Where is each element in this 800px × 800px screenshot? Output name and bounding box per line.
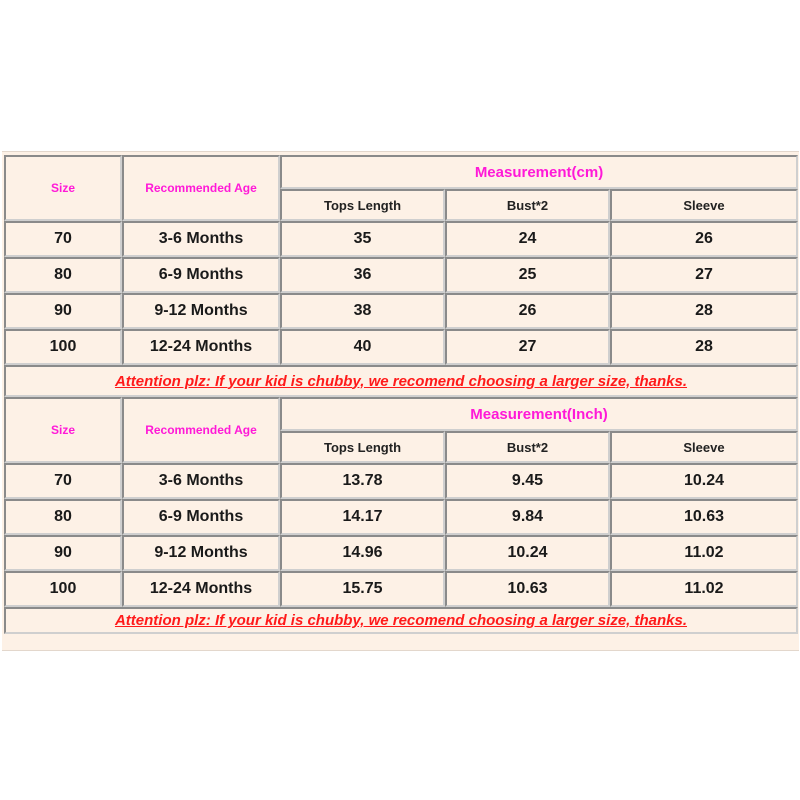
bust-cell: 9.84 bbox=[445, 499, 610, 535]
tops-length-cell: 40 bbox=[280, 329, 445, 365]
table-row bbox=[4, 257, 798, 293]
size-cell: 100 bbox=[4, 571, 122, 607]
cm-header-row bbox=[4, 155, 798, 189]
tops-length-cell: 13.78 bbox=[280, 463, 445, 499]
size-cell: 80 bbox=[4, 257, 122, 293]
size-cell: 90 bbox=[4, 535, 122, 571]
table-row bbox=[4, 463, 798, 499]
age-cell: 3-6 Months bbox=[122, 221, 280, 257]
tops-length-cell: 35 bbox=[280, 221, 445, 257]
recommended-age-header: Recommended Age bbox=[122, 155, 280, 221]
sleeve-cell: 28 bbox=[610, 293, 798, 329]
size-chart bbox=[2, 151, 799, 651]
size-header: Size bbox=[4, 155, 122, 221]
tops-length-cell: 14.17 bbox=[280, 499, 445, 535]
sleeve-header: Sleeve bbox=[610, 431, 798, 463]
age-cell: 6-9 Months bbox=[122, 499, 280, 535]
table-row bbox=[4, 535, 798, 571]
size-table bbox=[4, 155, 798, 634]
measurement-cm-header: Measurement(cm) bbox=[280, 155, 798, 189]
table-row bbox=[4, 499, 798, 535]
size-header: Size bbox=[4, 397, 122, 463]
size-cell: 70 bbox=[4, 221, 122, 257]
sleeve-cell: 26 bbox=[610, 221, 798, 257]
bust-header: Bust*2 bbox=[445, 189, 610, 221]
age-cell: 12-24 Months bbox=[122, 329, 280, 365]
bust-cell: 25 bbox=[445, 257, 610, 293]
tops-length-header: Tops Length bbox=[280, 189, 445, 221]
tops-length-cell: 14.96 bbox=[280, 535, 445, 571]
tops-length-cell: 36 bbox=[280, 257, 445, 293]
recommended-age-header: Recommended Age bbox=[122, 397, 280, 463]
sleeve-cell: 10.24 bbox=[610, 463, 798, 499]
table-row bbox=[4, 293, 798, 329]
note-row bbox=[4, 607, 798, 634]
attention-note: Attention plz: If your kid is chubby, we recomend choosing a larger size, thanks. bbox=[4, 607, 798, 634]
age-cell: 9-12 Months bbox=[122, 293, 280, 329]
size-cell: 100 bbox=[4, 329, 122, 365]
age-cell: 9-12 Months bbox=[122, 535, 280, 571]
bust-cell: 10.24 bbox=[445, 535, 610, 571]
tops-length-cell: 38 bbox=[280, 293, 445, 329]
attention-note: Attention plz: If your kid is chubby, we recomend choosing a larger size, thanks. bbox=[4, 365, 798, 397]
table-row bbox=[4, 221, 798, 257]
bust-cell: 27 bbox=[445, 329, 610, 365]
bust-cell: 9.45 bbox=[445, 463, 610, 499]
note-row bbox=[4, 365, 798, 397]
bust-cell: 26 bbox=[445, 293, 610, 329]
table-row bbox=[4, 329, 798, 365]
sleeve-header: Sleeve bbox=[610, 189, 798, 221]
tops-length-header: Tops Length bbox=[280, 431, 445, 463]
size-cell: 90 bbox=[4, 293, 122, 329]
table-row bbox=[4, 571, 798, 607]
size-cell: 70 bbox=[4, 463, 122, 499]
age-cell: 12-24 Months bbox=[122, 571, 280, 607]
age-cell: 6-9 Months bbox=[122, 257, 280, 293]
size-cell: 80 bbox=[4, 499, 122, 535]
bust-cell: 24 bbox=[445, 221, 610, 257]
measurement-inch-header: Measurement(Inch) bbox=[280, 397, 798, 431]
bust-header: Bust*2 bbox=[445, 431, 610, 463]
sleeve-cell: 27 bbox=[610, 257, 798, 293]
bust-cell: 10.63 bbox=[445, 571, 610, 607]
inch-header-row bbox=[4, 397, 798, 431]
sleeve-cell: 10.63 bbox=[610, 499, 798, 535]
tops-length-cell: 15.75 bbox=[280, 571, 445, 607]
sleeve-cell: 11.02 bbox=[610, 571, 798, 607]
sleeve-cell: 28 bbox=[610, 329, 798, 365]
age-cell: 3-6 Months bbox=[122, 463, 280, 499]
sleeve-cell: 11.02 bbox=[610, 535, 798, 571]
